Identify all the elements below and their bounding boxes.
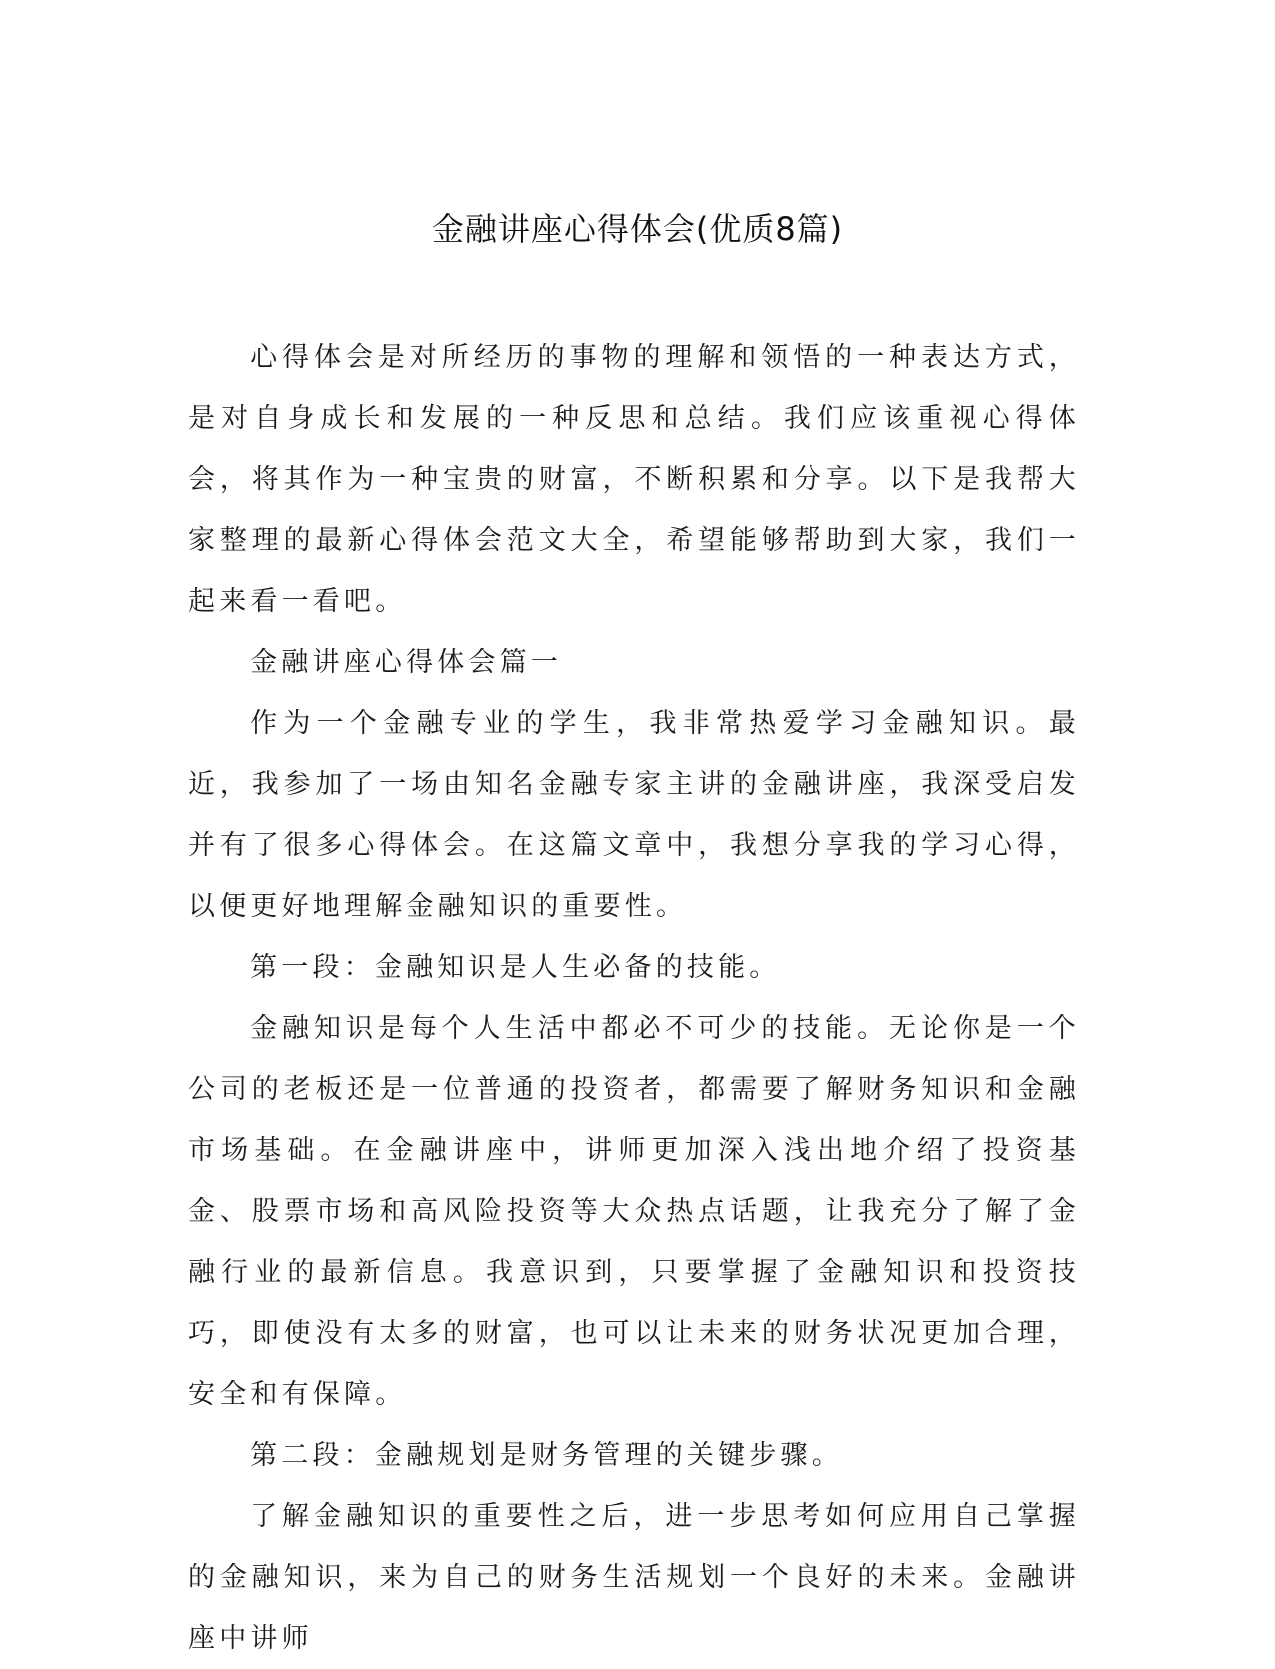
body-paragraph: 了解金融知识的重要性之后，进一步思考如何应用自己掌握的金融知识，来为自己的财务生活规划一个良好的未来。金融讲座中讲师 <box>188 1501 1080 1654</box>
section-heading: 金融讲座心得体会篇一 <box>250 647 563 678</box>
intro-paragraph: 心得体会是对所经历的事物的理解和领悟的一种表达方式，是对自身成长和发展的一种反思和总结。我们应该重视心得体会，将其作为一种宝贵的财富，不断积累和分享。以下是我帮大家整理的最新心得体会范文大全，希望能够帮助到大家，我们一起来看一看吧。 <box>188 342 1080 617</box>
body-paragraph: 金融知识是每个人生活中都必不可少的技能。无论你是一个公司的老板还是一位普通的投资者，都需要了解财务知识和金融市场基础。在金融讲座中，讲师更加深入浅出地介绍了投资基金、股票市场和高风险投资等大众热点话题，让我充分了解了金融行业的最新信息。我意识到，只要掌握了金融知识和投资技巧，即使没有太多的财富，也可以让未来的财务状况更加合理，安全和有保障。 <box>188 1013 1080 1410</box>
document-title: 金融讲座心得体会(优质8篇) <box>431 210 844 248</box>
subsection-heading: 第一段：金融知识是人生必备的技能。 <box>250 952 781 983</box>
subsection-heading: 第二段：金融规划是财务管理的关键步骤。 <box>250 1440 843 1471</box>
body-paragraph: 作为一个金融专业的学生，我非常热爱学习金融知识。最近，我参加了一场由知名金融专家主讲的金融讲座，我深受启发并有了很多心得体会。在这篇文章中，我想分享我的学习心得，以便更好地理解金融知识的重要性。 <box>188 708 1080 922</box>
document-body <box>188 327 1080 1669</box>
